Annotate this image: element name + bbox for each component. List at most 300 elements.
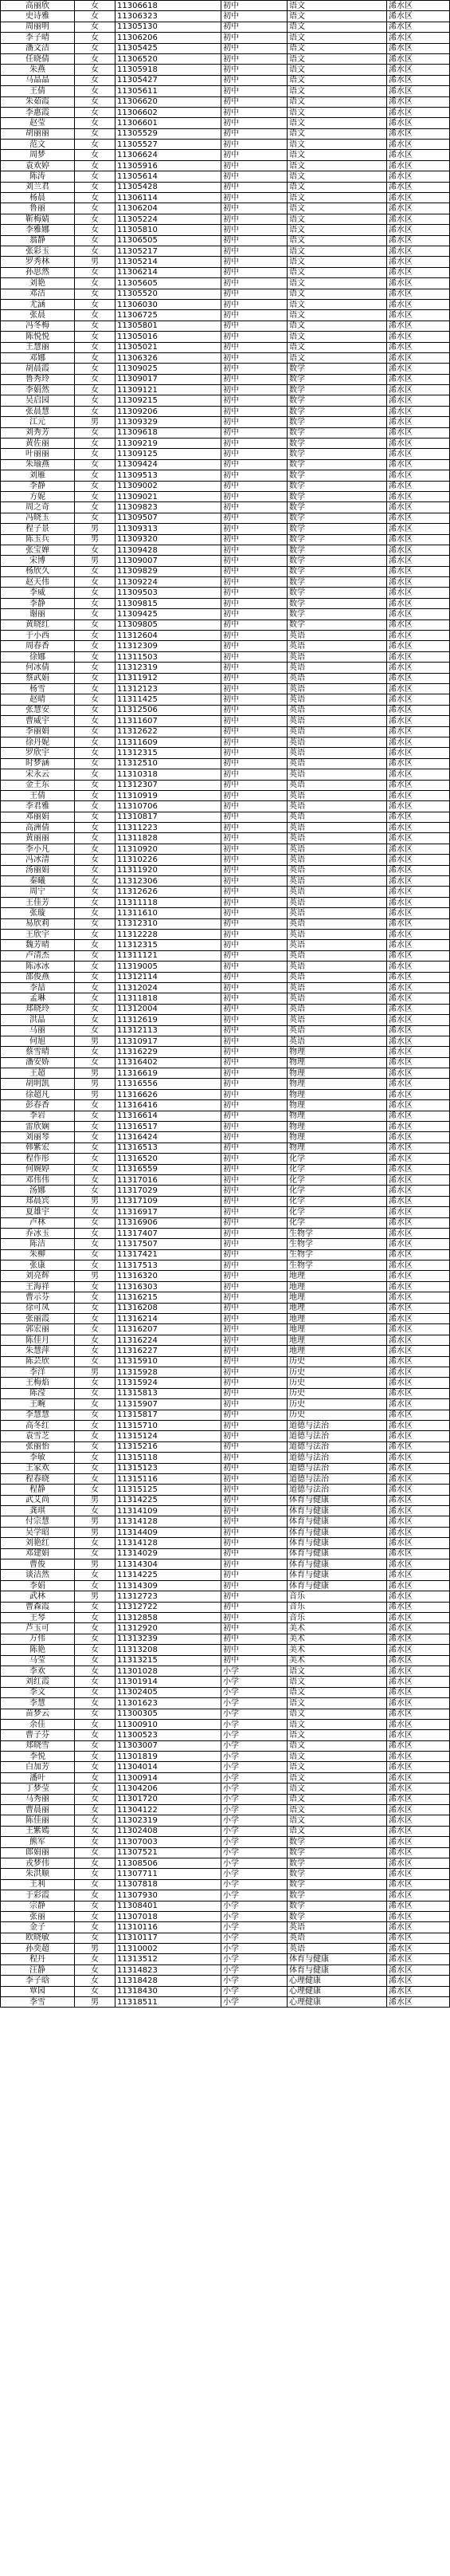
district-cell: 浠水区 bbox=[387, 1249, 450, 1260]
table-row bbox=[1, 1324, 450, 1335]
gender-cell: 女 bbox=[75, 651, 115, 662]
code-cell: 11311425 bbox=[115, 694, 221, 705]
district-cell: 浠水区 bbox=[387, 342, 450, 352]
code-cell: 11316224 bbox=[115, 1335, 221, 1345]
district-cell: 浠水区 bbox=[387, 257, 450, 267]
district-cell: 浠水区 bbox=[387, 470, 450, 481]
table-row bbox=[1, 364, 450, 374]
subject-cell: 英语 bbox=[288, 876, 387, 887]
district-cell: 浠水区 bbox=[387, 940, 450, 950]
level-cell: 小学 bbox=[221, 1976, 288, 1986]
name-cell: 杨晨 bbox=[1, 193, 75, 203]
level-cell: 初中 bbox=[221, 962, 288, 972]
subject-cell: 数学 bbox=[288, 385, 387, 395]
subject-cell: 语文 bbox=[288, 332, 387, 342]
level-cell: 初中 bbox=[221, 33, 288, 43]
gender-cell: 男 bbox=[75, 1944, 115, 1954]
level-cell: 初中 bbox=[221, 1612, 288, 1622]
district-cell: 浠水区 bbox=[387, 1453, 450, 1463]
code-cell: 11311818 bbox=[115, 993, 221, 1004]
subject-cell: 数学 bbox=[288, 364, 387, 374]
level-cell: 小学 bbox=[221, 1879, 288, 1890]
level-cell: 初中 bbox=[221, 694, 288, 705]
district-cell: 浠水区 bbox=[387, 737, 450, 747]
district-cell: 浠水区 bbox=[387, 459, 450, 470]
table-row bbox=[1, 1805, 450, 1815]
subject-cell: 化学 bbox=[288, 1186, 387, 1196]
code-cell: 11307930 bbox=[115, 1890, 221, 1901]
name-cell: 马丽 bbox=[1, 1025, 75, 1036]
level-cell: 初中 bbox=[221, 673, 288, 683]
gender-cell: 女 bbox=[75, 1986, 115, 1996]
subject-cell: 数学 bbox=[288, 427, 387, 438]
gender-cell: 女 bbox=[75, 1976, 115, 1986]
table-row bbox=[1, 502, 450, 513]
subject-cell: 历史 bbox=[288, 1388, 387, 1398]
table-row bbox=[1, 321, 450, 331]
subject-cell: 语文 bbox=[288, 1709, 387, 1719]
district-cell: 浠水区 bbox=[387, 1794, 450, 1804]
gender-cell: 女 bbox=[75, 1122, 115, 1132]
subject-cell: 语文 bbox=[288, 1772, 387, 1783]
gender-cell: 女 bbox=[75, 1111, 115, 1121]
name-cell: 李敏 bbox=[1, 1453, 75, 1463]
gender-cell: 女 bbox=[75, 1933, 115, 1943]
code-cell: 11317029 bbox=[115, 1186, 221, 1196]
level-cell: 初中 bbox=[221, 1378, 288, 1388]
district-cell: 浠水区 bbox=[387, 865, 450, 875]
subject-cell: 英语 bbox=[288, 748, 387, 758]
gender-cell: 男 bbox=[75, 1089, 115, 1099]
code-cell: 11315125 bbox=[115, 1485, 221, 1495]
level-cell: 初中 bbox=[221, 267, 288, 277]
level-cell: 初中 bbox=[221, 107, 288, 117]
district-cell: 浠水区 bbox=[387, 1154, 450, 1164]
table-row bbox=[1, 588, 450, 598]
gender-cell: 女 bbox=[75, 1911, 115, 1921]
name-cell: 曹俊 bbox=[1, 1559, 75, 1570]
level-cell: 初中 bbox=[221, 1623, 288, 1634]
name-cell: 陈冰冰 bbox=[1, 962, 75, 972]
gender-cell: 男 bbox=[75, 534, 115, 545]
district-cell: 浠水区 bbox=[387, 1271, 450, 1281]
level-cell: 初中 bbox=[221, 118, 288, 128]
district-cell: 浠水区 bbox=[387, 439, 450, 449]
gender-cell: 女 bbox=[75, 470, 115, 481]
code-cell: 11311609 bbox=[115, 737, 221, 747]
district-cell: 浠水区 bbox=[387, 673, 450, 683]
subject-cell: 数学 bbox=[288, 1879, 387, 1890]
district-cell: 浠水区 bbox=[387, 1217, 450, 1228]
table-row bbox=[1, 1602, 450, 1612]
district-cell: 浠水区 bbox=[387, 609, 450, 619]
level-cell: 初中 bbox=[221, 1441, 288, 1452]
name-cell: 周之奇 bbox=[1, 502, 75, 513]
code-cell: 11312510 bbox=[115, 758, 221, 769]
code-cell: 11312309 bbox=[115, 641, 221, 651]
table-row bbox=[1, 801, 450, 812]
code-cell: 11314225 bbox=[115, 1495, 221, 1505]
level-cell: 初中 bbox=[221, 1142, 288, 1153]
district-cell: 浠水区 bbox=[387, 1548, 450, 1559]
subject-cell: 数学 bbox=[288, 1890, 387, 1901]
district-cell: 浠水区 bbox=[387, 1228, 450, 1238]
district-cell: 浠水区 bbox=[387, 1506, 450, 1516]
table-row bbox=[1, 1346, 450, 1356]
gender-cell: 女 bbox=[75, 53, 115, 64]
code-cell: 11316520 bbox=[115, 1154, 221, 1164]
name-cell: 任晓倩 bbox=[1, 53, 75, 64]
gender-cell: 男 bbox=[75, 1516, 115, 1527]
subject-cell: 数学 bbox=[288, 406, 387, 416]
name-cell: 孟琳 bbox=[1, 993, 75, 1004]
gender-cell: 女 bbox=[75, 1346, 115, 1356]
table-row bbox=[1, 1580, 450, 1591]
level-cell: 初中 bbox=[221, 406, 288, 416]
gender-cell: 女 bbox=[75, 673, 115, 683]
level-cell: 初中 bbox=[221, 1356, 288, 1367]
level-cell: 初中 bbox=[221, 790, 288, 800]
name-cell: 张晨慧 bbox=[1, 406, 75, 416]
gender-cell: 女 bbox=[75, 1154, 115, 1164]
name-cell: 金子 bbox=[1, 1922, 75, 1933]
gender-cell: 女 bbox=[75, 1025, 115, 1036]
gender-cell: 女 bbox=[75, 1666, 115, 1676]
subject-cell: 英语 bbox=[288, 716, 387, 726]
table-row bbox=[1, 1709, 450, 1719]
level-cell: 初中 bbox=[221, 1602, 288, 1612]
gender-cell: 女 bbox=[75, 993, 115, 1004]
subject-cell: 化学 bbox=[288, 1174, 387, 1185]
gender-cell: 女 bbox=[75, 491, 115, 501]
name-cell: 罗欣宇 bbox=[1, 748, 75, 758]
table-row bbox=[1, 1463, 450, 1473]
code-cell: 11316303 bbox=[115, 1281, 221, 1292]
table-row bbox=[1, 780, 450, 790]
code-cell: 11306620 bbox=[115, 96, 221, 107]
level-cell: 初中 bbox=[221, 663, 288, 673]
level-cell: 初中 bbox=[221, 1335, 288, 1345]
code-cell: 11315924 bbox=[115, 1378, 221, 1388]
gender-cell: 女 bbox=[75, 267, 115, 277]
gender-cell: 女 bbox=[75, 1441, 115, 1452]
table-row bbox=[1, 619, 450, 630]
level-cell: 初中 bbox=[221, 1346, 288, 1356]
district-cell: 浠水区 bbox=[387, 1292, 450, 1303]
table-row bbox=[1, 513, 450, 523]
name-cell: 刘雁 bbox=[1, 470, 75, 481]
table-row bbox=[1, 790, 450, 800]
district-cell: 浠水区 bbox=[387, 855, 450, 865]
subject-cell: 美术 bbox=[288, 1645, 387, 1655]
district-cell: 浠水区 bbox=[387, 1132, 450, 1142]
table-row bbox=[1, 1944, 450, 1954]
table-row bbox=[1, 246, 450, 256]
code-cell: 11308401 bbox=[115, 1901, 221, 1911]
subject-cell: 英语 bbox=[288, 663, 387, 673]
code-cell: 11316614 bbox=[115, 1111, 221, 1121]
level-cell: 初中 bbox=[221, 705, 288, 715]
name-cell: 吴学昭 bbox=[1, 1527, 75, 1537]
subject-cell: 语文 bbox=[288, 1730, 387, 1740]
subject-cell: 语文 bbox=[288, 257, 387, 267]
subject-cell: 英语 bbox=[288, 641, 387, 651]
gender-cell: 女 bbox=[75, 780, 115, 790]
level-cell: 初中 bbox=[221, 801, 288, 812]
subject-cell: 英语 bbox=[288, 1944, 387, 1954]
code-cell: 11305130 bbox=[115, 22, 221, 32]
code-cell: 11305605 bbox=[115, 278, 221, 289]
table-row bbox=[1, 1410, 450, 1420]
gender-cell: 女 bbox=[75, 1538, 115, 1548]
name-cell: 胡晨霞 bbox=[1, 364, 75, 374]
district-cell: 浠水区 bbox=[387, 651, 450, 662]
name-cell: 卢清杰 bbox=[1, 950, 75, 961]
level-cell: 初中 bbox=[221, 1580, 288, 1591]
table-row bbox=[1, 865, 450, 875]
name-cell: 李子晴 bbox=[1, 33, 75, 43]
name-cell: 王梅焰 bbox=[1, 1378, 75, 1388]
table-row bbox=[1, 1516, 450, 1527]
subject-cell: 地理 bbox=[288, 1346, 387, 1356]
code-cell: 11309002 bbox=[115, 481, 221, 491]
district-cell: 浠水区 bbox=[387, 193, 450, 203]
table-row bbox=[1, 160, 450, 171]
code-cell: 11317016 bbox=[115, 1174, 221, 1185]
subject-cell: 语文 bbox=[288, 140, 387, 150]
code-cell: 11300914 bbox=[115, 1772, 221, 1783]
name-cell: 邓洁 bbox=[1, 289, 75, 299]
table-row bbox=[1, 748, 450, 758]
subject-cell: 数学 bbox=[288, 481, 387, 491]
subject-cell: 语文 bbox=[288, 267, 387, 277]
level-cell: 初中 bbox=[221, 150, 288, 160]
code-cell: 11309007 bbox=[115, 556, 221, 566]
table-row bbox=[1, 673, 450, 683]
district-cell: 浠水区 bbox=[387, 385, 450, 395]
gender-cell: 女 bbox=[75, 86, 115, 96]
level-cell: 初中 bbox=[221, 1516, 288, 1527]
gender-cell: 女 bbox=[75, 1015, 115, 1025]
name-cell: 金王东 bbox=[1, 780, 75, 790]
name-cell: 陈佳丽 bbox=[1, 1815, 75, 1826]
subject-cell: 体育与健康 bbox=[288, 1548, 387, 1559]
district-cell: 浠水区 bbox=[387, 1762, 450, 1772]
name-cell: 刘秀芳 bbox=[1, 427, 75, 438]
gender-cell: 女 bbox=[75, 1100, 115, 1111]
code-cell: 11300910 bbox=[115, 1719, 221, 1729]
table-row bbox=[1, 1431, 450, 1441]
code-cell: 11312310 bbox=[115, 918, 221, 929]
name-cell: 高冬红 bbox=[1, 1420, 75, 1430]
gender-cell: 女 bbox=[75, 887, 115, 897]
code-cell: 11312315 bbox=[115, 748, 221, 758]
gender-cell: 女 bbox=[75, 801, 115, 812]
gender-cell: 男 bbox=[75, 1367, 115, 1378]
name-cell: 邓丽娟 bbox=[1, 812, 75, 822]
name-cell: 时梦涵 bbox=[1, 758, 75, 769]
subject-cell: 数学 bbox=[288, 459, 387, 470]
district-cell: 浠水区 bbox=[387, 833, 450, 844]
name-cell: 宋永云 bbox=[1, 769, 75, 780]
level-cell: 小学 bbox=[221, 1805, 288, 1815]
name-cell: 胡丽丽 bbox=[1, 128, 75, 139]
gender-cell: 女 bbox=[75, 11, 115, 22]
name-cell: 刘艳 bbox=[1, 278, 75, 289]
gender-cell: 女 bbox=[75, 962, 115, 972]
district-cell: 浠水区 bbox=[387, 1933, 450, 1943]
table-row bbox=[1, 1122, 450, 1132]
table-row bbox=[1, 332, 450, 342]
table-row bbox=[1, 289, 450, 299]
name-cell: 郑晨宾 bbox=[1, 1196, 75, 1206]
level-cell: 初中 bbox=[221, 491, 288, 501]
table-row bbox=[1, 918, 450, 929]
district-cell: 浠水区 bbox=[387, 588, 450, 598]
table-row bbox=[1, 651, 450, 662]
subject-cell: 英语 bbox=[288, 1025, 387, 1036]
subject-cell: 英语 bbox=[288, 812, 387, 822]
district-cell: 浠水区 bbox=[387, 481, 450, 491]
name-cell: 雷欣娴 bbox=[1, 1122, 75, 1132]
gender-cell: 男 bbox=[75, 524, 115, 534]
gender-cell: 女 bbox=[75, 118, 115, 128]
level-cell: 初中 bbox=[221, 342, 288, 352]
table-row bbox=[1, 823, 450, 833]
level-cell: 初中 bbox=[221, 950, 288, 961]
code-cell: 11312307 bbox=[115, 780, 221, 790]
level-cell: 小学 bbox=[221, 1687, 288, 1697]
code-cell: 11300523 bbox=[115, 1730, 221, 1740]
level-cell: 初中 bbox=[221, 1292, 288, 1303]
gender-cell: 女 bbox=[75, 1047, 115, 1057]
gender-cell: 女 bbox=[75, 65, 115, 75]
gender-cell: 女 bbox=[75, 1602, 115, 1612]
gender-cell: 女 bbox=[75, 107, 115, 117]
gender-cell: 女 bbox=[75, 214, 115, 224]
level-cell: 初中 bbox=[221, 1047, 288, 1057]
code-cell: 11309025 bbox=[115, 364, 221, 374]
gender-cell: 女 bbox=[75, 1388, 115, 1398]
district-cell: 浠水区 bbox=[387, 75, 450, 85]
gender-cell: 女 bbox=[75, 43, 115, 53]
code-cell: 11312024 bbox=[115, 982, 221, 993]
code-cell: 11315118 bbox=[115, 1453, 221, 1463]
code-cell: 11306624 bbox=[115, 150, 221, 160]
level-cell: 小学 bbox=[221, 1826, 288, 1836]
gender-cell: 女 bbox=[75, 1292, 115, 1303]
subject-cell: 体育与健康 bbox=[288, 1506, 387, 1516]
code-cell: 11305214 bbox=[115, 257, 221, 267]
gender-cell: 女 bbox=[75, 631, 115, 641]
subject-cell: 道德与法治 bbox=[288, 1485, 387, 1495]
level-cell: 初中 bbox=[221, 726, 288, 737]
name-cell: 郑晓玲 bbox=[1, 1004, 75, 1014]
level-cell: 初中 bbox=[221, 96, 288, 107]
subject-cell: 英语 bbox=[288, 684, 387, 694]
district-cell: 浠水区 bbox=[387, 118, 450, 128]
district-cell: 浠水区 bbox=[387, 694, 450, 705]
gender-cell: 女 bbox=[75, 1186, 115, 1196]
gender-cell: 女 bbox=[75, 1142, 115, 1153]
code-cell: 11316207 bbox=[115, 1324, 221, 1335]
code-cell: 11312319 bbox=[115, 663, 221, 673]
level-cell: 初中 bbox=[221, 1111, 288, 1121]
level-cell: 小学 bbox=[221, 1709, 288, 1719]
code-cell: 11302405 bbox=[115, 1687, 221, 1697]
table-row bbox=[1, 609, 450, 619]
subject-cell: 英语 bbox=[288, 972, 387, 982]
table-row bbox=[1, 705, 450, 715]
district-cell: 浠水区 bbox=[387, 1004, 450, 1014]
gender-cell: 女 bbox=[75, 22, 115, 32]
subject-cell: 数学 bbox=[288, 598, 387, 608]
subject-cell: 道德与法治 bbox=[288, 1441, 387, 1452]
level-cell: 初中 bbox=[221, 1036, 288, 1046]
district-cell: 浠水区 bbox=[387, 160, 450, 171]
name-cell: 李娟然 bbox=[1, 385, 75, 395]
code-cell: 11312113 bbox=[115, 1025, 221, 1036]
code-cell: 11314029 bbox=[115, 1548, 221, 1559]
name-cell: 张丽 bbox=[1, 1911, 75, 1921]
gender-cell: 女 bbox=[75, 908, 115, 918]
name-cell: 卢林 bbox=[1, 1217, 75, 1228]
subject-cell: 英语 bbox=[288, 726, 387, 737]
name-cell: 洪晶 bbox=[1, 1015, 75, 1025]
gender-cell: 女 bbox=[75, 812, 115, 822]
code-cell: 11314128 bbox=[115, 1538, 221, 1548]
code-cell: 11305527 bbox=[115, 140, 221, 150]
subject-cell: 地理 bbox=[288, 1281, 387, 1292]
district-cell: 浠水区 bbox=[387, 1752, 450, 1762]
subject-cell: 英语 bbox=[288, 887, 387, 897]
code-cell: 11316517 bbox=[115, 1122, 221, 1132]
gender-cell: 女 bbox=[75, 1815, 115, 1826]
subject-cell: 英语 bbox=[288, 790, 387, 800]
subject-cell: 语文 bbox=[288, 1784, 387, 1794]
table-row bbox=[1, 855, 450, 865]
district-cell: 浠水区 bbox=[387, 726, 450, 737]
name-cell: 郭宏丽 bbox=[1, 1324, 75, 1335]
district-cell: 浠水区 bbox=[387, 908, 450, 918]
subject-cell: 语文 bbox=[288, 1826, 387, 1836]
subject-cell: 语文 bbox=[288, 1752, 387, 1762]
table-row bbox=[1, 1004, 450, 1014]
level-cell: 小学 bbox=[221, 1772, 288, 1783]
code-cell: 11304014 bbox=[115, 1762, 221, 1772]
code-cell: 11305016 bbox=[115, 332, 221, 342]
code-cell: 11305611 bbox=[115, 86, 221, 96]
table-row bbox=[1, 150, 450, 160]
table-row bbox=[1, 1495, 450, 1505]
table-row bbox=[1, 1687, 450, 1697]
district-cell: 浠水区 bbox=[387, 65, 450, 75]
subject-cell: 道德与法治 bbox=[288, 1431, 387, 1441]
district-cell: 浠水区 bbox=[387, 171, 450, 182]
subject-cell: 地理 bbox=[288, 1292, 387, 1303]
gender-cell: 女 bbox=[75, 1, 115, 11]
code-cell: 11316227 bbox=[115, 1346, 221, 1356]
table-row bbox=[1, 663, 450, 673]
table-row bbox=[1, 833, 450, 844]
code-cell: 11311610 bbox=[115, 908, 221, 918]
district-cell: 浠水区 bbox=[387, 1111, 450, 1121]
table-row bbox=[1, 96, 450, 107]
gender-cell: 女 bbox=[75, 1954, 115, 1964]
level-cell: 小学 bbox=[221, 1964, 288, 1975]
level-cell: 初中 bbox=[221, 1186, 288, 1196]
subject-cell: 语文 bbox=[288, 65, 387, 75]
